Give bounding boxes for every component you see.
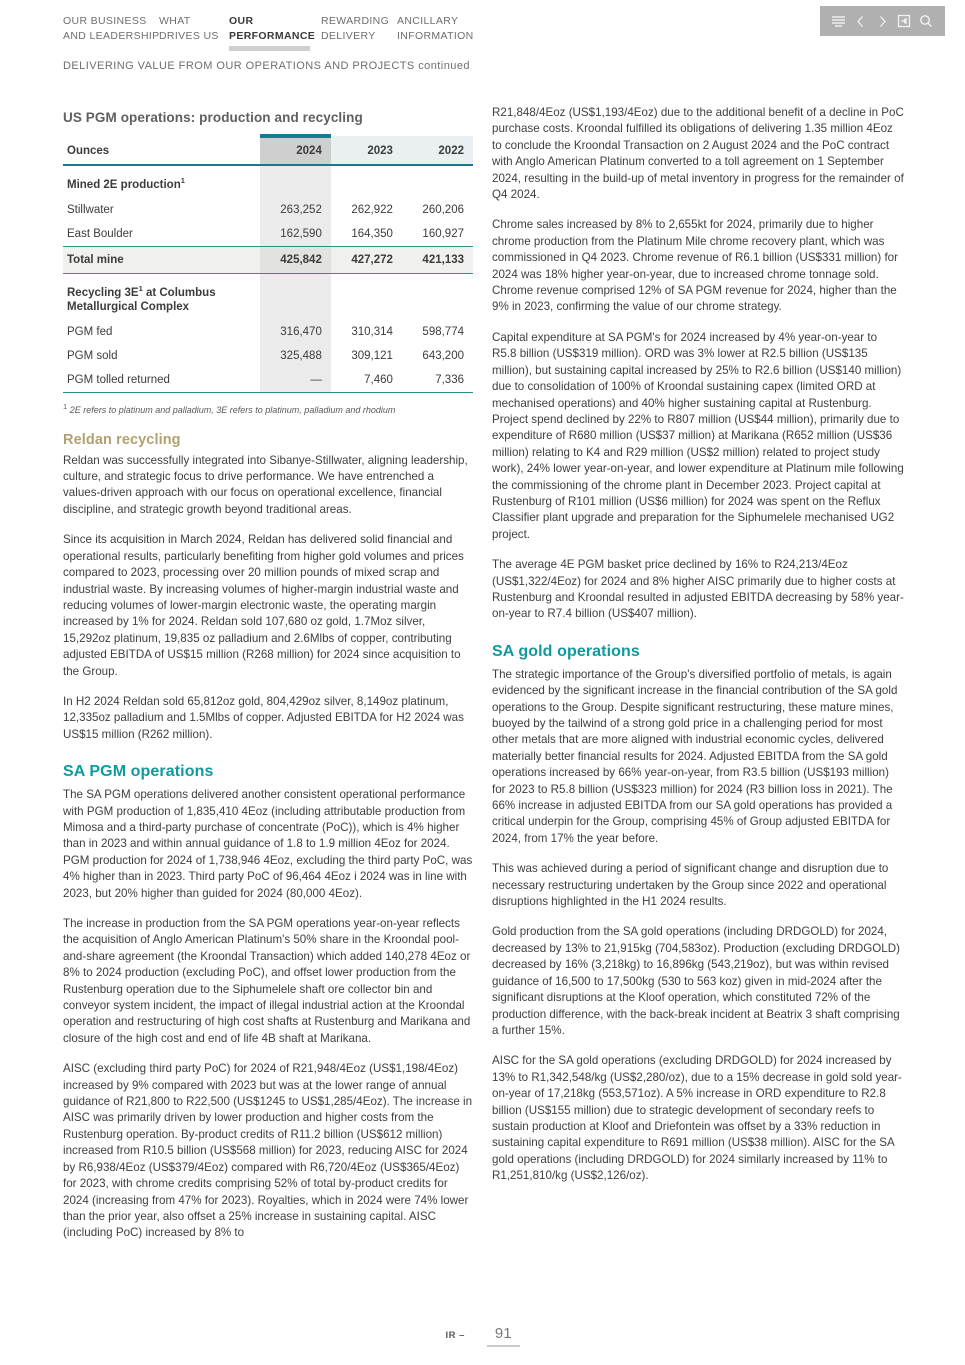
paragraph-sapgm-2: The increase in production from the SA PGM operations year-on-year reflects the acquisition of Anglo American Platinum's 50% share in the Kroondal pool-and-share agreement (the Kroondal Transaction) which added 140,278 4Eoz or 8% to 2024 production (excluding PoC), and offset lower production from the Rustenburg operation due to the Siphumelele shaft ore collector bin and conveyor system incident, the impact of illegal industrial action at the Kroondal operation and restructuring of high cost shafts at Rustenburg and Marikana and closure of the high cost and end of life 4B shaft at Marikana. <box>63 917 471 1045</box>
table-cell-2023: 309,121 <box>351 349 393 362</box>
heading-reldan-recycling: Reldan recycling <box>63 431 181 448</box>
table-title: US PGM operations: production and recycling <box>63 110 363 125</box>
table-section-label-line2: Metallurgical Complex <box>67 300 190 313</box>
page-footer <box>0 1325 965 1347</box>
paragraph-right-4: The average 4E PGM basket price declined by 16% to R24,213/4Eoz (US$1,322/4Eoz) for 2024 and 8% higher AISC primarily due to higher costs at Rustenburg and Kroondal resulted in adjusted EBITDA decreasing by 58% year-on-year to R7.4 billion (US$407 million). <box>492 558 904 621</box>
table-row <box>63 198 473 222</box>
table-cell-empty-2022 <box>402 165 473 198</box>
table-section-label <box>63 273 260 319</box>
us-pgm-production-table <box>63 134 473 393</box>
nav-item-line2: AND LEADERSHIP <box>63 29 160 42</box>
table-row <box>63 320 473 344</box>
heading-sa-pgm-operations: SA PGM operations <box>63 763 214 781</box>
table-row <box>63 368 473 393</box>
right-column <box>492 105 904 1185</box>
table-row-label: PGM sold <box>67 349 118 362</box>
paragraph-right-7: Gold production from the SA gold operations (including DRDGOLD) for 2024, decreased by 13% to 21,915kg (704,583oz). Production (excluding DRDGOLD) decreased by 16% (3,218kg) to 16,896kg (543,219oz), but was within revised guidance of 16,500 to 17,500kg (530 to 563 koz) given in mid-2024 after the significant disruptions at the Kloof operation, which constituted 72% of the production difference, with the back-break incident at Beatrix 3 shaft comprising a further 15%. <box>492 925 900 1037</box>
table-total-row <box>63 246 473 273</box>
nav-item-rewarding-delivery[interactable] <box>321 14 397 51</box>
left-column <box>63 110 473 1242</box>
nav-item-line1: REWARDING <box>321 15 390 27</box>
table-header-2023: 2023 <box>331 136 402 165</box>
paragraph-right-5: The strategic importance of the Group's diversified portfolio of metals, is again evidenced by the significant increase in the financial contribution of the SA gold operations to the Group. Despite significant restructuring, these mature mines, buoyed by the tailwind of a strong gold price in a challenging period for most other metals that are more aligned with industrial economic cycles, delivered materially better financial results for 2024. Adjusted EBITDA from the SA gold operations increased by 66% year-on-year, from R3.5 billion (US$193 million) for 2023 to R5.8 billion (US$323 million) for 2024 (R3 billion loss in 2021). The 66% increase in adjusted EBITDA from our SA gold operations has provided a critical underpin for the Group, comprising 45% of Group adjusted EBITDA for 2024, from 17% the year before. <box>492 667 898 845</box>
table-footnote <box>63 401 473 416</box>
table-cell-2024: 263,252 <box>260 198 331 222</box>
page-subtitle <box>63 60 470 72</box>
paragraph-reldan-2: Since its acquisition in March 2024, Reldan has delivered solid financial and operational results, particularly benefiting from higher gold volumes and prices compared to 2023, processing over 20 million pounds of mixed scrap and industrial waste. By increasing volumes of higher-margin industrial waste and reducing volumes of lower-margin electronic waste, the operating margin increased by 1% for 2024. Reldan sold 107,680 oz gold, 1.7Moz silver, 15,292oz platinum, 19,835 oz palladium and 2.6Mlbs of copper, contributing adjusted EBITDA of US$15 million (R268 million) for 2024 since acquisition to the Group. <box>63 533 464 678</box>
nav-item-our-performance[interactable] <box>229 14 321 51</box>
table-cell-2022: 160,927 <box>422 227 464 240</box>
viewer-toolbar <box>820 6 945 36</box>
heading-sa-gold-operations: SA gold operations <box>492 642 640 660</box>
table-cell-empty-2024 <box>260 165 331 198</box>
table-row-label: PGM tolled returned <box>63 368 260 393</box>
table-cell-2023: 310,314 <box>351 325 393 338</box>
table-section-mined-2e <box>63 165 473 198</box>
nav-item-what-drives-us[interactable] <box>159 14 229 51</box>
table-header-2024: 2024 <box>260 136 331 165</box>
table-cell-2022: 7,336 <box>402 368 473 393</box>
next-page-icon[interactable] <box>874 13 891 30</box>
table-section-label-text: Recycling 3E <box>67 286 139 299</box>
paragraph-right-6: This was achieved during a period of significant change and disruption due to necessary restructuring undertaken by the Group since 2022 and operational disruptions highlighted in the H1 2024 results. <box>492 862 889 909</box>
nav-item-line1: ANCILLARY <box>397 15 459 27</box>
nav-item-line2: DRIVES US <box>159 29 219 42</box>
table-total-2023: 427,272 <box>331 246 402 273</box>
table-cell-2024: 162,590 <box>260 222 331 247</box>
page-subtitle-continued: continued <box>418 60 470 72</box>
table-total-2022: 421,133 <box>402 246 473 273</box>
search-icon[interactable] <box>918 13 935 30</box>
table-section-recycling-3e <box>63 273 473 319</box>
table-cell-2022: 260,206 <box>422 203 464 216</box>
page-subtitle-main: DELIVERING VALUE FROM OUR OPERATIONS AND PROJECTS <box>63 60 415 72</box>
table-cell-empty-2024 <box>260 273 331 319</box>
table-cell-2023: 7,460 <box>331 368 402 393</box>
table-row <box>63 344 473 368</box>
table-row-label: Stillwater <box>67 203 114 216</box>
nav-item-ancillary-information[interactable] <box>397 14 487 51</box>
table-total-2024: 425,842 <box>260 246 331 273</box>
table-cell-empty-2022 <box>402 273 473 319</box>
nav-item-line1: WHAT <box>159 15 191 27</box>
table-header-ounces: Ounces <box>67 145 110 157</box>
nav-item-our-business-and-leadership[interactable] <box>63 14 159 51</box>
paragraph-reldan-3: In H2 2024 Reldan sold 65,812oz gold, 804,429oz silver, 8,149oz platinum, 12,335oz palladium and 1.5Mlbs of copper. Adjusted EBITDA for H2 2024 was US$15 million (R262 million). <box>63 694 464 741</box>
paragraph-right-2: Chrome sales increased by 8% to 2,655kt for 2024, primarily due to higher chrome production from the Platinum Mile chrome recovery plant, which was commissioned in Q4 2023. Chrome revenue of R6.1 billion (US$331 million) for 2024 was 18% higher year-on-year, due to increased chrome tonnage sold. Chrome revenue comprised 12% of SA PGM revenue for 2024, higher than the 9% in 2023, confirming the value of our chrome strategy. <box>492 218 898 314</box>
paragraph-right-8: AISC for the SA gold operations (excluding DRDGOLD) for 2024 increased by 13% to R1,342,548/kg (US$2,280/oz), due to a 15% decrease in gold sold year-on-year of 17,218kg (553,571oz). A 5% increase in ORD expenditure to R2.8 billion (US$155 million) due to strategic development of secondary reefs to sustain production at Kloof and Driefontein was offset by a 33% reduction in sustaining capital expenditure to R691 million (US$38 million). AISC for the SA gold operations (including DRDGOLD) for 2024 similarly increased by 11% to R1,251,810/kg (US$2,126/oz). <box>492 1054 902 1183</box>
table-cell-2024: 316,470 <box>260 320 331 344</box>
nav-item-line1: OUR BUSINESS <box>63 15 147 27</box>
nav-item-line2: PERFORMANCE <box>229 29 316 42</box>
table-row-label: East Boulder <box>67 227 133 240</box>
menu-icon[interactable] <box>830 13 847 30</box>
nav-item-line1: OUR <box>229 15 254 27</box>
nav-item-line2: DELIVERY <box>321 29 376 42</box>
table-row-label: PGM fed <box>67 325 113 338</box>
page-number: 91 <box>487 1325 520 1347</box>
table-cell-2022: 598,774 <box>422 325 464 338</box>
paragraph-sapgm-3: AISC (excluding third party PoC) for 2024 of R21,948/4Eoz (US$1,198/4Eoz) increased by 9% compared with 2023 but was at the lower range of annual guidance of R21,800 to R22,500 (US$1245 to US$1,285/4Eoz). The increase in AISC was primarily driven by lower production and higher costs from the Rustenburg operation. By-product credits of R11.2 billion (US$612 million) increased from R10.5 billion (US$568 million) for 2023, reducing AISC for 2024 by R6,938/4Eoz (US$379/4Eoz) compared with R6,720/4Eoz (US$365/4Eoz) for 2023, with chrome credits comprising 52% of total by-product credits for 2024 (increasing from 47% for 2023). Royalties, which in 2024 were 74% lower than the prior year, also offset a 25% increase in sustaining capital. AISC (including PoC) increased by 8% to <box>63 1062 473 1240</box>
table-total-label: Total mine <box>63 246 260 273</box>
footnote-marker: 1 <box>138 283 143 293</box>
paragraph-right-3: Capital expenditure at SA PGM's for 2024 increased by 4% year-on-year to R5.8 billion (US$319 million). ORD was 3% lower at R2.5 billion (US$135 million), but sustaining capital increased by 25% to R2.6 billion (US$140 million) due to consolidation of 100% of Kroondal sustaining capex (limited ORD at mechanised operations) and 40% higher sustaining capital at Rustenburg. Project spend declined by 22% to R807 million (US$44 million), primarily due to expenditure of R680 million (US$37 million) at Marikana (R652 million (US$36 million) relating to K4 and R29 million (US$2 million) related to project study work), 24% lower year-on-year, and lower expenditure at Platinum mile following the commissioning of the chrome plant in December 2023. Project capital at Rustenburg of R101 million (US$6 million) for 2024 was spent on the Reflux Classifier plant upgrade and preparation for the Siphumelele mechanised UG2 project. <box>492 330 904 541</box>
table-cell-2023: 262,922 <box>351 203 393 216</box>
footer-report-label: IR – <box>445 1330 465 1341</box>
table-section-label-text: Mined 2E production <box>67 178 181 191</box>
table-cell-2024: 325,488 <box>260 344 331 368</box>
paragraph-reldan-1: Reldan was successfully integrated into Sibanye-Stillwater, aligning leadership, culture, and strategic focus to drive performance. We have entrenched a values-driven approach with our focus on operational excellence, financial discipline, and strategic growth beyond traditional areas. <box>63 453 468 516</box>
table-cell-2022: 643,200 <box>422 349 464 362</box>
table-cell-empty-2023 <box>331 273 402 319</box>
table-cell-empty-2023 <box>331 165 402 198</box>
table-row <box>63 222 473 247</box>
table-cell-2024: — <box>260 368 331 393</box>
fit-page-icon[interactable] <box>896 13 913 30</box>
table-cell-2023: 164,350 <box>351 227 393 240</box>
table-section-label <box>63 165 260 198</box>
table-header-row <box>63 136 473 165</box>
table-header-2022: 2022 <box>402 136 473 165</box>
section-nav <box>63 14 487 51</box>
paragraph-sapgm-1: The SA PGM operations delivered another consistent operational performance with PGM production of 1,835,410 4Eoz (including attributable production from Mimosa and a third-party purchase of concentrate (PoC)), which is 4% higher than in 2023 and within annual guidance of 1.8 to 1.9 million 4Eoz for 2024. PGM production for 2024 of 1,738,946 4Eoz, excluding the third party PoC, was 4% higher than in 2023. Third party PoC of 96,464 4Eoz i 2024 was in line with 2023, but 20% higher than guided for 2024 (80,000 4Eoz). <box>63 788 473 900</box>
footnote-marker: 1 <box>63 401 68 411</box>
table-section-label-text2: at Columbus <box>142 286 216 299</box>
footnote-marker: 1 <box>180 176 185 185</box>
footnote-text: 2E refers to platinum and palladium, 3E refers to platinum, palladium and rhodium <box>69 404 396 415</box>
previous-page-icon[interactable] <box>852 13 869 30</box>
nav-item-line2: INFORMATION <box>397 29 474 42</box>
paragraph-right-1: R21,848/4Eoz (US$1,193/4Eoz) due to the additional benefit of a decline in PoC purchase costs. Kroondal fulfilled its obligations of delivering 1.35 million 4Eoz to conclude the Kroondal Transaction on 2 August 2024 and the PoC contract with Anglo American Platinum converted to a toll agreement on 1 September 2024, resulting in the build-up of metal inventory in progress for the remainder of Q4 2024. <box>492 106 904 202</box>
